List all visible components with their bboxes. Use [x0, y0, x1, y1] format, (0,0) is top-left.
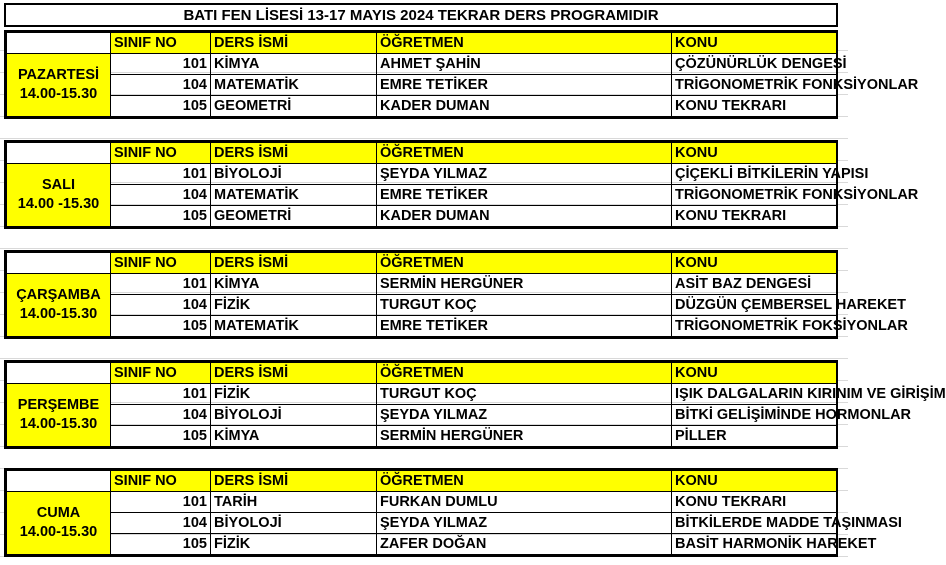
- day-table: [6, 362, 946, 447]
- teacher-cell[interactable]: ZAFER DOĞAN: [377, 534, 672, 555]
- table-row: [7, 492, 837, 513]
- teacher-cell[interactable]: EMRE TETİKER: [377, 75, 672, 96]
- header-ogretmen[interactable]: ÖĞRETMEN: [377, 143, 672, 164]
- day-block: [4, 468, 902, 557]
- day-cell[interactable]: [7, 384, 111, 447]
- header-ders-ismi[interactable]: DERS İSMİ: [211, 363, 377, 384]
- header-row: [7, 471, 837, 492]
- day-cell-top[interactable]: [7, 253, 111, 274]
- topic-cell[interactable]: ÇİÇEKLİ BİTKİLERİN YAPISI: [672, 164, 837, 185]
- day-time: 14.00-15.30: [19, 524, 98, 540]
- table-row: [7, 384, 837, 405]
- topic-cell[interactable]: PİLLER: [672, 426, 837, 447]
- subject-cell[interactable]: FİZİK: [211, 534, 377, 555]
- sheet-gridline: [0, 358, 848, 359]
- topic-cell[interactable]: TRİGONOMETRİK FONKSİYONLAR: [672, 185, 837, 206]
- header-konu[interactable]: KONU: [672, 363, 837, 384]
- topic-cell[interactable]: KONU TEKRARI: [672, 96, 837, 117]
- table-row: [7, 534, 837, 555]
- day-name: CUMA: [36, 505, 81, 521]
- sheet-gridline: [0, 248, 848, 249]
- subject-cell[interactable]: MATEMATİK: [211, 185, 377, 206]
- table-row: [7, 274, 837, 295]
- topic-cell[interactable]: BİTKİLERDE MADDE TAŞINMASI: [672, 513, 837, 534]
- subject-cell[interactable]: MATEMATİK: [211, 75, 377, 96]
- table-row: [7, 54, 837, 75]
- topic-cell[interactable]: TRİGONOMETRİK FOKSİYONLAR: [672, 316, 837, 337]
- class-number-cell[interactable]: 105: [111, 96, 211, 117]
- class-number-cell[interactable]: 105: [111, 206, 211, 227]
- class-number-cell[interactable]: 101: [111, 164, 211, 185]
- class-number-cell[interactable]: 104: [111, 405, 211, 426]
- day-block: [4, 360, 946, 449]
- subject-cell[interactable]: KİMYA: [211, 54, 377, 75]
- day-block: [4, 140, 919, 229]
- day-table: [6, 142, 919, 227]
- subject-cell[interactable]: BİYOLOJİ: [211, 513, 377, 534]
- day-name: SALI: [41, 177, 76, 193]
- subject-cell[interactable]: GEOMETRİ: [211, 96, 377, 117]
- teacher-cell[interactable]: KADER DUMAN: [377, 96, 672, 117]
- teacher-cell[interactable]: EMRE TETİKER: [377, 316, 672, 337]
- subject-cell[interactable]: GEOMETRİ: [211, 206, 377, 227]
- table-row: [7, 316, 837, 337]
- header-konu[interactable]: KONU: [672, 143, 837, 164]
- topic-cell[interactable]: ASİT BAZ DENGESİ: [672, 274, 837, 295]
- day-block: [4, 250, 908, 339]
- subject-cell[interactable]: FİZİK: [211, 384, 377, 405]
- header-ogretmen[interactable]: ÖĞRETMEN: [377, 471, 672, 492]
- subject-cell[interactable]: KİMYA: [211, 426, 377, 447]
- day-table: [6, 252, 908, 337]
- header-ogretmen[interactable]: ÖĞRETMEN: [377, 253, 672, 274]
- topic-cell[interactable]: BASİT HARMONİK HAREKET: [672, 534, 837, 555]
- class-number-cell[interactable]: 105: [111, 426, 211, 447]
- class-number-cell[interactable]: 101: [111, 492, 211, 513]
- day-time: 14.00-15.30: [19, 86, 98, 102]
- teacher-cell[interactable]: SERMİN HERGÜNER: [377, 426, 672, 447]
- day-time: 14.00 -15.30: [17, 196, 100, 212]
- header-konu[interactable]: KONU: [672, 253, 837, 274]
- day-cell[interactable]: [7, 164, 111, 227]
- class-number-cell[interactable]: 104: [111, 513, 211, 534]
- topic-cell[interactable]: KONU TEKRARI: [672, 492, 837, 513]
- header-sinif-no[interactable]: SINIF NO: [111, 471, 211, 492]
- table-row: [7, 295, 837, 316]
- teacher-cell[interactable]: ŞEYDA YILMAZ: [377, 405, 672, 426]
- header-ders-ismi[interactable]: DERS İSMİ: [211, 143, 377, 164]
- table-row: [7, 513, 837, 534]
- subject-cell[interactable]: TARİH: [211, 492, 377, 513]
- class-number-cell[interactable]: 101: [111, 54, 211, 75]
- class-number-cell[interactable]: 101: [111, 274, 211, 295]
- class-number-cell[interactable]: 105: [111, 316, 211, 337]
- teacher-cell[interactable]: EMRE TETİKER: [377, 185, 672, 206]
- day-cell-top[interactable]: [7, 363, 111, 384]
- schedule-title[interactable]: BATI FEN LİSESİ 13-17 MAYIS 2024 TEKRAR DERS PROGRAMIDIR: [4, 3, 838, 27]
- header-ogretmen[interactable]: ÖĞRETMEN: [377, 363, 672, 384]
- class-number-cell[interactable]: 105: [111, 534, 211, 555]
- table-row: [7, 75, 837, 96]
- topic-cell[interactable]: IŞIK DALGALARIN KIRINIM VE GİRİŞİM: [672, 384, 837, 405]
- day-cell[interactable]: [7, 492, 111, 555]
- topic-cell[interactable]: BİTKİ GELİŞİMİNDE HORMONLAR: [672, 405, 837, 426]
- day-cell-top[interactable]: [7, 33, 111, 54]
- subject-cell[interactable]: BİYOLOJİ: [211, 405, 377, 426]
- teacher-cell[interactable]: TURGUT KOÇ: [377, 384, 672, 405]
- subject-cell[interactable]: BİYOLOJİ: [211, 164, 377, 185]
- day-cell[interactable]: [7, 274, 111, 337]
- header-ders-ismi[interactable]: DERS İSMİ: [211, 253, 377, 274]
- day-cell-top[interactable]: [7, 143, 111, 164]
- day-table: [6, 470, 902, 555]
- topic-cell[interactable]: DÜZGÜN ÇEMBERSEL HAREKET: [672, 295, 837, 316]
- header-konu[interactable]: KONU: [672, 471, 837, 492]
- day-table: [6, 32, 919, 117]
- header-row: [7, 253, 837, 274]
- table-row: [7, 185, 837, 206]
- header-konu[interactable]: KONU: [672, 33, 837, 54]
- header-ders-ismi[interactable]: DERS İSMİ: [211, 33, 377, 54]
- subject-cell[interactable]: KİMYA: [211, 274, 377, 295]
- subject-cell[interactable]: MATEMATİK: [211, 316, 377, 337]
- header-sinif-no[interactable]: SINIF NO: [111, 253, 211, 274]
- subject-cell[interactable]: FİZİK: [211, 295, 377, 316]
- day-block: [4, 30, 919, 119]
- class-number-cell[interactable]: 104: [111, 185, 211, 206]
- table-row: [7, 405, 837, 426]
- day-name: PERŞEMBE: [17, 397, 100, 413]
- teacher-cell[interactable]: FURKAN DUMLU: [377, 492, 672, 513]
- day-name: PAZARTESİ: [17, 67, 100, 83]
- header-ders-ismi[interactable]: DERS İSMİ: [211, 471, 377, 492]
- teacher-cell[interactable]: TURGUT KOÇ: [377, 295, 672, 316]
- day-time: 14.00-15.30: [19, 306, 98, 322]
- header-sinif-no[interactable]: SINIF NO: [111, 143, 211, 164]
- header-ogretmen[interactable]: ÖĞRETMEN: [377, 33, 672, 54]
- teacher-cell[interactable]: AHMET ŞAHİN: [377, 54, 672, 75]
- day-time: 14.00-15.30: [19, 416, 98, 432]
- header-sinif-no[interactable]: SINIF NO: [111, 33, 211, 54]
- topic-cell[interactable]: KONU TEKRARI: [672, 206, 837, 227]
- header-row: [7, 143, 837, 164]
- topic-cell[interactable]: TRİGONOMETRİK FONKSİYONLAR: [672, 75, 837, 96]
- header-row: [7, 33, 837, 54]
- day-cell-top[interactable]: [7, 471, 111, 492]
- sheet-gridline: [0, 138, 848, 139]
- day-cell[interactable]: [7, 54, 111, 117]
- teacher-cell[interactable]: ŞEYDA YILMAZ: [377, 164, 672, 185]
- class-number-cell[interactable]: 104: [111, 295, 211, 316]
- teacher-cell[interactable]: KADER DUMAN: [377, 206, 672, 227]
- day-name: ÇARŞAMBA: [16, 287, 101, 303]
- table-row: [7, 206, 837, 227]
- teacher-cell[interactable]: ŞEYDA YILMAZ: [377, 513, 672, 534]
- table-row: [7, 164, 837, 185]
- teacher-cell[interactable]: SERMİN HERGÜNER: [377, 274, 672, 295]
- topic-cell[interactable]: ÇÖZÜNÜRLÜK DENGESİ: [672, 54, 837, 75]
- class-number-cell[interactable]: 101: [111, 384, 211, 405]
- table-row: [7, 96, 837, 117]
- class-number-cell[interactable]: 104: [111, 75, 211, 96]
- header-sinif-no[interactable]: SINIF NO: [111, 363, 211, 384]
- table-row: [7, 426, 837, 447]
- header-row: [7, 363, 837, 384]
